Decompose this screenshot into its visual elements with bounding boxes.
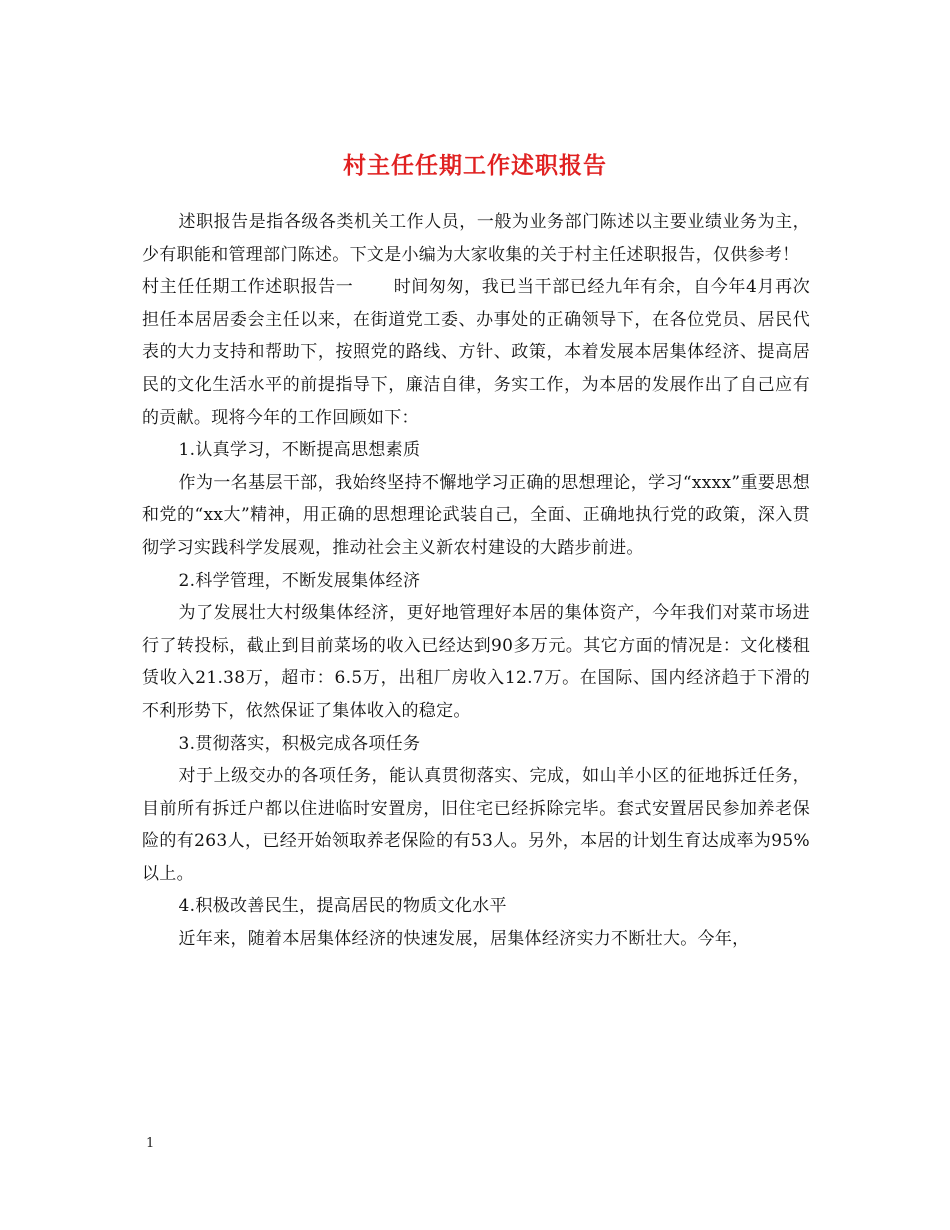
document-body — [142, 206, 810, 956]
report-opening-paragraph — [142, 271, 810, 434]
document-title: 村主任任期工作述职报告 — [343, 152, 607, 180]
section-paragraph: 对于上级交办的各项任务，能认真贯彻落实、完成，如山羊小区的征地拆迁任务，目前所有拆迁户都以住进临时安置房，旧住宅已经拆除完毕。套式安置居民参加养老保险的有263人，已经开始领取养老保险的有53人。另外，本居的计划生育达成率为95%以上。 — [142, 766, 810, 884]
section-paragraph: 为了发展壮大村级集体经济，更好地管理好本居的集体资产，今年我们对菜市场进行了转投标，截止到目前菜场的收入已经达到90多万元。其它方面的情况是：文化楼租赁收入21.38万，超市：6.5万，出租厂房收入12.7万。在国际、国内经济趋于下滑的不利形势下，依然保证了集体收入的稳定。 — [142, 603, 810, 721]
section-heading: 3.贯彻落实，积极完成各项任务 — [178, 733, 421, 754]
section-paragraph: 作为一名基层干部，我始终坚持不懈地学习正确的思想理论，学习“xxxx”重要思想和党的“xx大”精神，用正确的思想理论武装自己，全面、正确地执行党的政策，深入贯彻学习实践科学发展观，推动社会主义新农村建设的大踏步前进。 — [142, 472, 810, 558]
report-label: 村主任任期工作述职报告一 — [142, 277, 354, 298]
section-heading: 4.积极改善民生，提高居民的物质文化水平 — [178, 896, 507, 917]
page-number: 1 — [146, 1136, 155, 1151]
intro-paragraph: 述职报告是指各级各类机关工作人员，一般为业务部门陈述以主要业绩业务为主，少有职能和管理部门陈述。下文是小编为大家收集的关于村主任述职报告，仅供参考！ — [142, 212, 810, 265]
opening-text: 时间匆匆，我已当干部已经九年有余，自今年4月再次担任本居居委会主任以来，在街道党工委、办事处的正确领导下，在各位党员、居民代表的大力支持和帮助下，按照党的路线、方针、政策，本着发展本居集体经济、提高居民的文化生活水平的前提指导下，廉洁自律，务实工作，为本居的发展作出了自己应有的贡献。现将今年的工作回顾如下： — [142, 277, 811, 428]
section-paragraph: 近年来，随着本居集体经济的快速发展，居集体经济实力不断壮大。今年， — [178, 929, 750, 950]
section-heading: 1.认真学习，不断提高思想素质 — [178, 440, 421, 461]
section-heading: 2.科学管理，不断发展集体经济 — [178, 570, 421, 591]
